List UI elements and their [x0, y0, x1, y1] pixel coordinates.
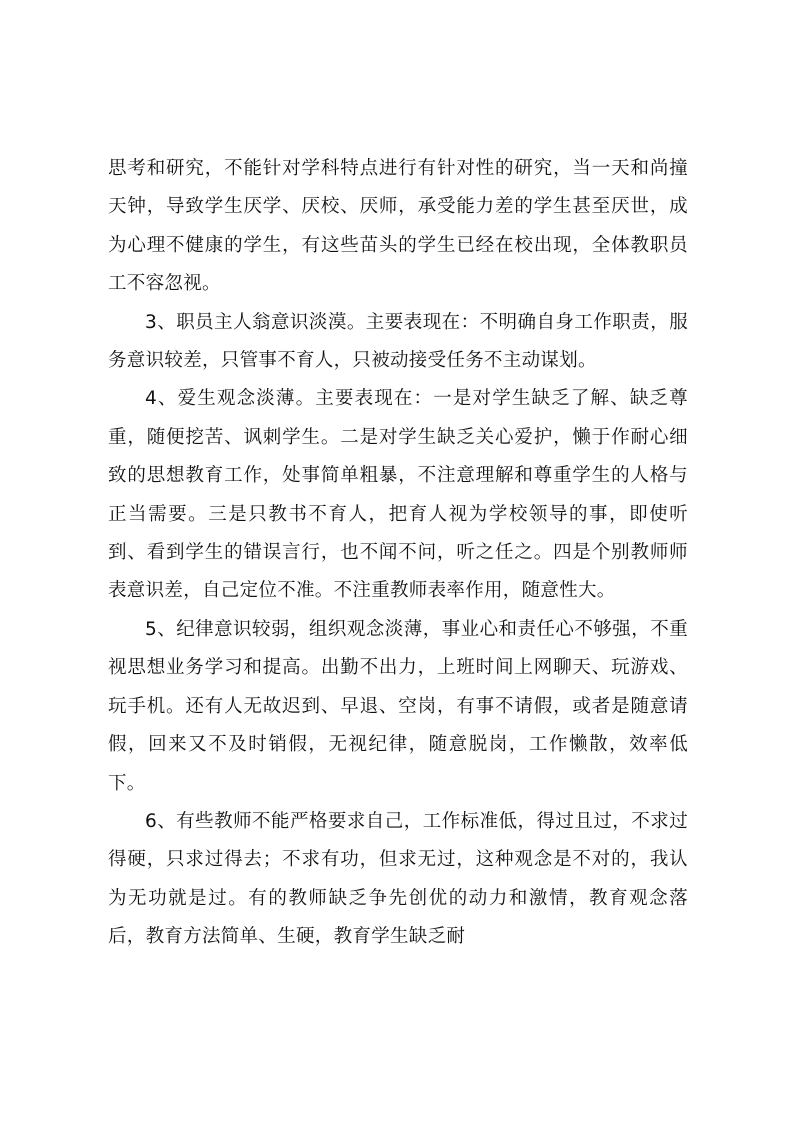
paragraph-continuation: 思考和研究，不能针对学科特点进行有针对性的研究，当一天和尚撞天钟，导致学生厌学、厌校、厌师，承受能力差的学生甚至厌世，成为心理不健康的学生，有这些苗头的学生已经在校出现，全体教职员工不容忽视。	[108, 158, 688, 295]
paragraph-item-4: 4、爱生观念淡薄。主要表现在：一是对学生缺乏了解、缺乏尊重，随便挖苦、讽刺学生。二是对学生缺乏关心爱护，懒于作耐心细致的思想教育工作，处事简单粗暴，不注意理解和尊重学生的人格与正当需要。三是只教书不育人，把育人视为学校领导的事，即使听到、看到学生的错误言行，也不闻不问，听之任之。四是个别教师师表意识差，自己定位不准。不注重教师表率作用，随意性大。	[108, 388, 688, 602]
paragraph-item-3: 3、职员主人翁意识淡漠。主要表现在：不明确自身工作职责，服务意识较差，只管事不育人，只被动接受任务不主动谋划。	[108, 311, 688, 372]
document-body	[108, 150, 688, 957]
paragraph-item-5: 5、纪律意识较弱，组织观念淡薄，事业心和责任心不够强，不重视思想业务学习和提高。出勤不出力，上班时间上网聊天、玩游戏、玩手机。还有人无故迟到、早退、空岗，有事不请假，或者是随意请假，回来又不及时销假，无视纪律，随意脱岗，工作懒散，效率低下。	[108, 618, 688, 794]
paragraph-item-6: 6、有些教师不能严格要求自己，工作标准低，得过且过，不求过得硬，只求过得去；不求有功，但求无过，这种观念是不对的，我认为无功就是过。有的教师缺乏争先创优的动力和激情，教育观念落后，教育方法简单、生硬，教育学生缺乏耐	[108, 810, 688, 948]
